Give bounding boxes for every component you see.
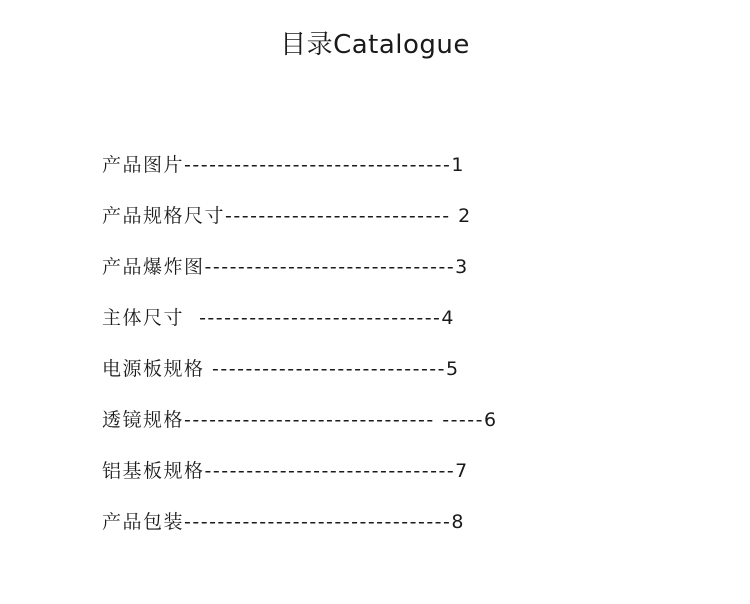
toc-entry-3[interactable]	[102, 250, 642, 301]
toc-entry-6[interactable]	[102, 403, 642, 454]
toc-entry-text: 铝基板规格------------------------------7	[102, 460, 469, 482]
toc-entry-text: 产品图片--------------------------------1	[102, 154, 465, 176]
toc-entry-4[interactable]	[102, 301, 642, 352]
toc-entry-7[interactable]	[102, 454, 642, 505]
toc-entry-8[interactable]	[102, 505, 642, 556]
toc-entry-1[interactable]	[102, 148, 642, 199]
page-title: 目录Catalogue	[280, 30, 470, 60]
toc-entry-text: 电源板规格 ----------------------------5	[102, 358, 460, 380]
toc-entry-5[interactable]	[102, 352, 642, 403]
toc-entry-text: 产品包装--------------------------------8	[102, 511, 465, 533]
toc-entry-text: 主体尺寸 -----------------------------4	[102, 307, 455, 329]
toc-entry-text: 产品爆炸图------------------------------3	[102, 256, 469, 278]
toc-entry-2[interactable]	[102, 199, 642, 250]
toc-entry-text: 透镜规格------------------------------ -----6	[102, 409, 498, 431]
toc-entry-text: 产品规格尺寸--------------------------- 2	[102, 205, 472, 227]
table-of-contents	[102, 148, 642, 556]
